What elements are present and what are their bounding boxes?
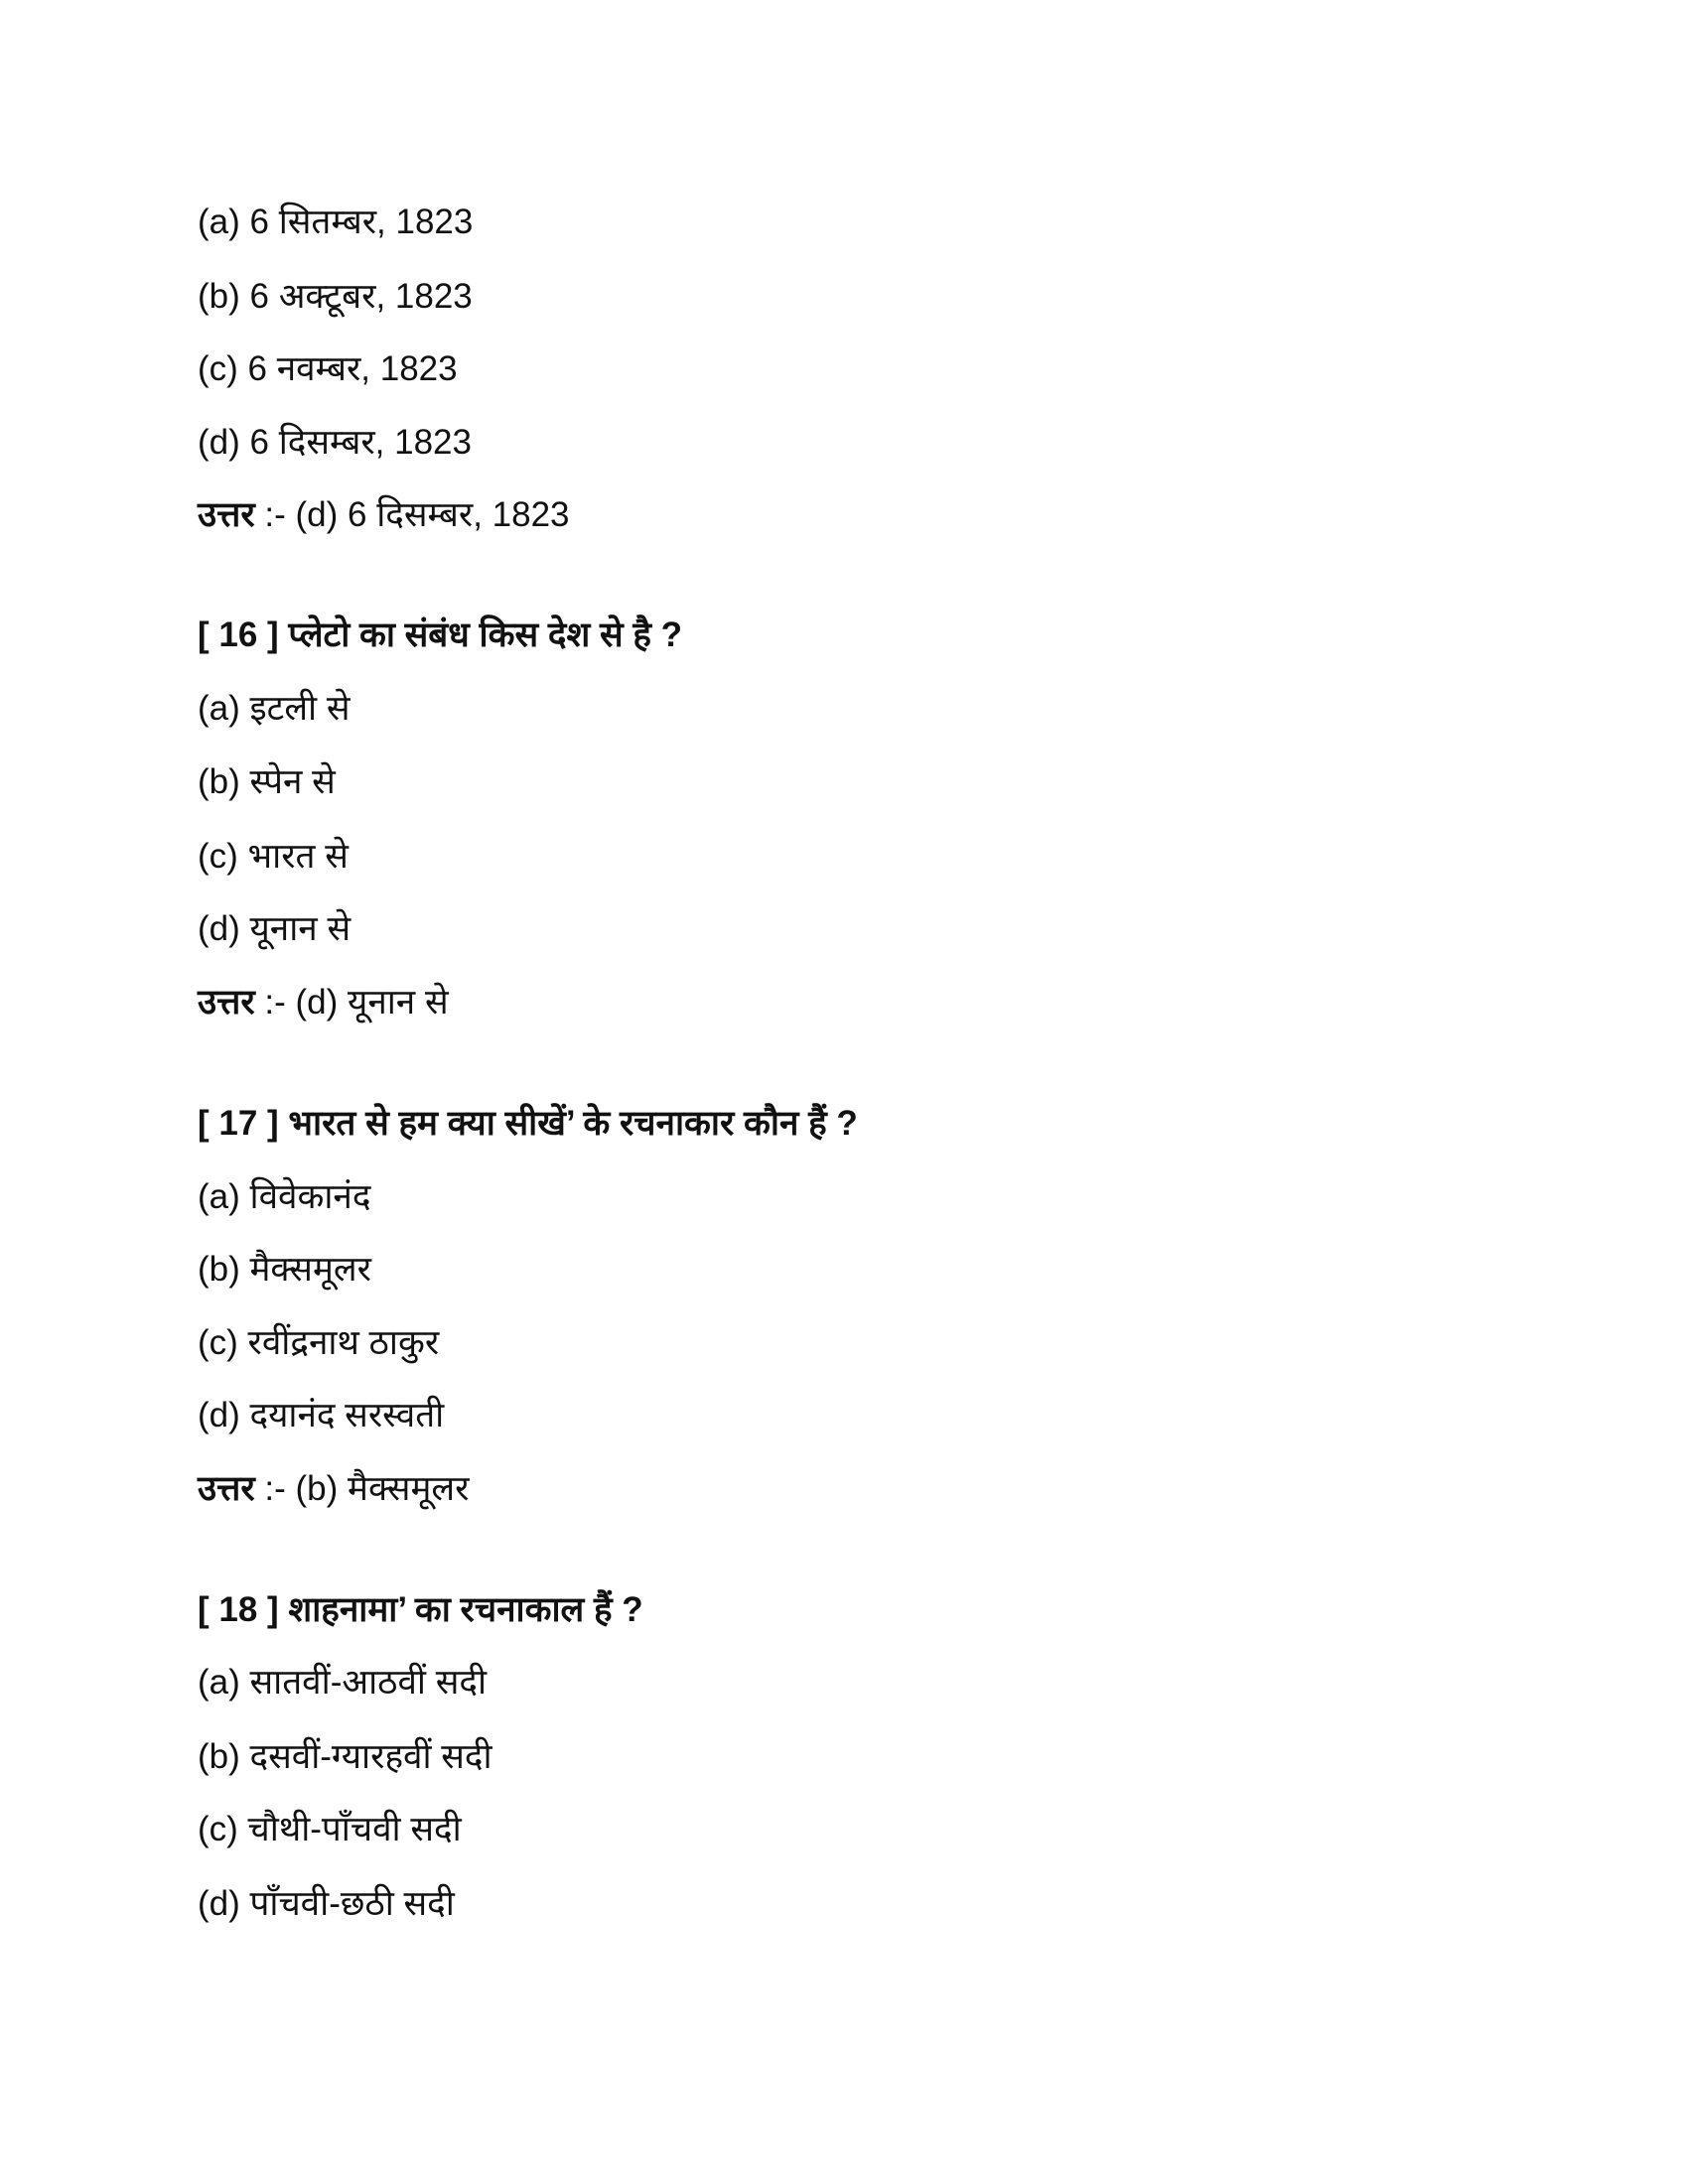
- option-c: (c) चौथी-पाँचवी सदी: [198, 1810, 462, 1848]
- option-c: (c) भारत से: [198, 837, 349, 876]
- question-title: [ 16 ] प्लेटो का संबंध किस देश से है ?: [198, 615, 683, 654]
- option-b: (b) दसवीं-ग्यारहवीं सदी: [198, 1737, 492, 1776]
- option-b: (b) मैक्समूलर: [198, 1250, 371, 1289]
- option-d: (d) 6 दिसम्बर, 1823: [198, 423, 472, 462]
- option-d: (d) यूनान से: [198, 909, 352, 948]
- question-title: [ 18 ] शाहनामा’ का रचनाकाल हैं ?: [198, 1590, 643, 1629]
- answer-label: उत्तर: [198, 495, 255, 534]
- option-c: (c) रवींद्रनाथ ठाकुर: [198, 1323, 440, 1362]
- answer: [198, 1467, 469, 1511]
- question-title: [ 17 ] भारत से हम क्या सीखें’ के रचनाकार कौन हैं ?: [198, 1104, 858, 1143]
- answer-text: :- (d) यूनान से: [254, 983, 449, 1022]
- answer-text: :- (b) मैक्समूलर: [254, 1469, 470, 1508]
- option-b: (b) 6 अक्टूबर, 1823: [198, 277, 473, 316]
- option-d: (d) दयानंद सरस्वती: [198, 1396, 445, 1434]
- option-a: (a) विवेकानंद: [198, 1177, 371, 1216]
- option-b: (b) स्पेन से: [198, 762, 336, 801]
- option-d: (d) पाँचवी-छठी सदी: [198, 1884, 455, 1923]
- option-a: (a) इटली से: [198, 689, 351, 728]
- answer-label: उत्तर: [198, 983, 255, 1022]
- answer-label: उत्तर: [198, 1469, 255, 1508]
- answer-text: :- (d) 6 दिसम्बर, 1823: [254, 495, 570, 534]
- answer: [198, 981, 449, 1024]
- option-a: (a) सातवीं-आठवीं सदी: [198, 1663, 488, 1702]
- option-a: (a) 6 सितम्बर, 1823: [198, 203, 474, 241]
- answer: [198, 493, 570, 537]
- option-c: (c) 6 नवम्बर, 1823: [198, 349, 458, 388]
